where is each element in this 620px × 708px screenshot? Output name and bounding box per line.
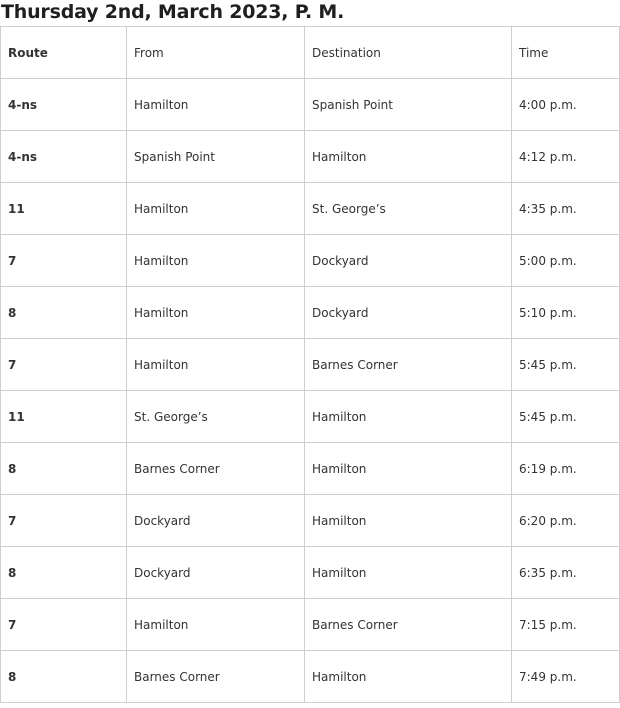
from-cell: Hamilton [127, 183, 305, 235]
destination-cell: Hamilton [305, 391, 512, 443]
column-header-from: From [127, 27, 305, 79]
from-cell: Barnes Corner [127, 651, 305, 703]
time-cell: 5:45 p.m. [512, 391, 620, 443]
from-cell: Hamilton [127, 287, 305, 339]
table-row [1, 547, 620, 599]
column-header-time: Time [512, 27, 620, 79]
time-cell: 7:49 p.m. [512, 651, 620, 703]
route-cell: 11 [1, 391, 127, 443]
from-cell: Spanish Point [127, 131, 305, 183]
time-cell: 5:45 p.m. [512, 339, 620, 391]
header-row [1, 27, 620, 79]
column-header-destination: Destination [305, 27, 512, 79]
time-cell: 7:15 p.m. [512, 599, 620, 651]
time-cell: 5:00 p.m. [512, 235, 620, 287]
destination-cell: Hamilton [305, 547, 512, 599]
destination-cell: Dockyard [305, 287, 512, 339]
table-row [1, 391, 620, 443]
time-cell: 4:12 p.m. [512, 131, 620, 183]
route-cell: 4-ns [1, 79, 127, 131]
bus-schedule-table [0, 26, 620, 703]
destination-cell: Hamilton [305, 443, 512, 495]
route-cell: 8 [1, 287, 127, 339]
destination-cell: Hamilton [305, 495, 512, 547]
table-row [1, 495, 620, 547]
destination-cell: Barnes Corner [305, 599, 512, 651]
table-row [1, 131, 620, 183]
table-body [1, 79, 620, 703]
time-cell: 6:20 p.m. [512, 495, 620, 547]
destination-cell: Dockyard [305, 235, 512, 287]
route-cell: 7 [1, 339, 127, 391]
from-cell: Hamilton [127, 599, 305, 651]
destination-cell: Hamilton [305, 651, 512, 703]
route-cell: 7 [1, 495, 127, 547]
from-cell: Hamilton [127, 339, 305, 391]
table-row [1, 183, 620, 235]
from-cell: Dockyard [127, 547, 305, 599]
table-row [1, 79, 620, 131]
table-row [1, 599, 620, 651]
table-row [1, 443, 620, 495]
from-cell: Barnes Corner [127, 443, 305, 495]
route-cell: 11 [1, 183, 127, 235]
time-cell: 5:10 p.m. [512, 287, 620, 339]
route-cell: 8 [1, 547, 127, 599]
destination-cell: Spanish Point [305, 79, 512, 131]
route-cell: 8 [1, 651, 127, 703]
route-cell: 7 [1, 235, 127, 287]
table-row [1, 287, 620, 339]
route-cell: 7 [1, 599, 127, 651]
page-title: Thursday 2nd, March 2023, P. M. [1, 1, 345, 23]
time-cell: 6:35 p.m. [512, 547, 620, 599]
from-cell: St. George’s [127, 391, 305, 443]
route-cell: 8 [1, 443, 127, 495]
time-cell: 6:19 p.m. [512, 443, 620, 495]
column-header-route: Route [1, 27, 127, 79]
destination-cell: Hamilton [305, 131, 512, 183]
from-cell: Hamilton [127, 235, 305, 287]
from-cell: Dockyard [127, 495, 305, 547]
from-cell: Hamilton [127, 79, 305, 131]
destination-cell: St. George’s [305, 183, 512, 235]
time-cell: 4:35 p.m. [512, 183, 620, 235]
table-row [1, 339, 620, 391]
route-cell: 4-ns [1, 131, 127, 183]
table-header [1, 27, 620, 79]
table-row [1, 651, 620, 703]
table-row [1, 235, 620, 287]
time-cell: 4:00 p.m. [512, 79, 620, 131]
destination-cell: Barnes Corner [305, 339, 512, 391]
